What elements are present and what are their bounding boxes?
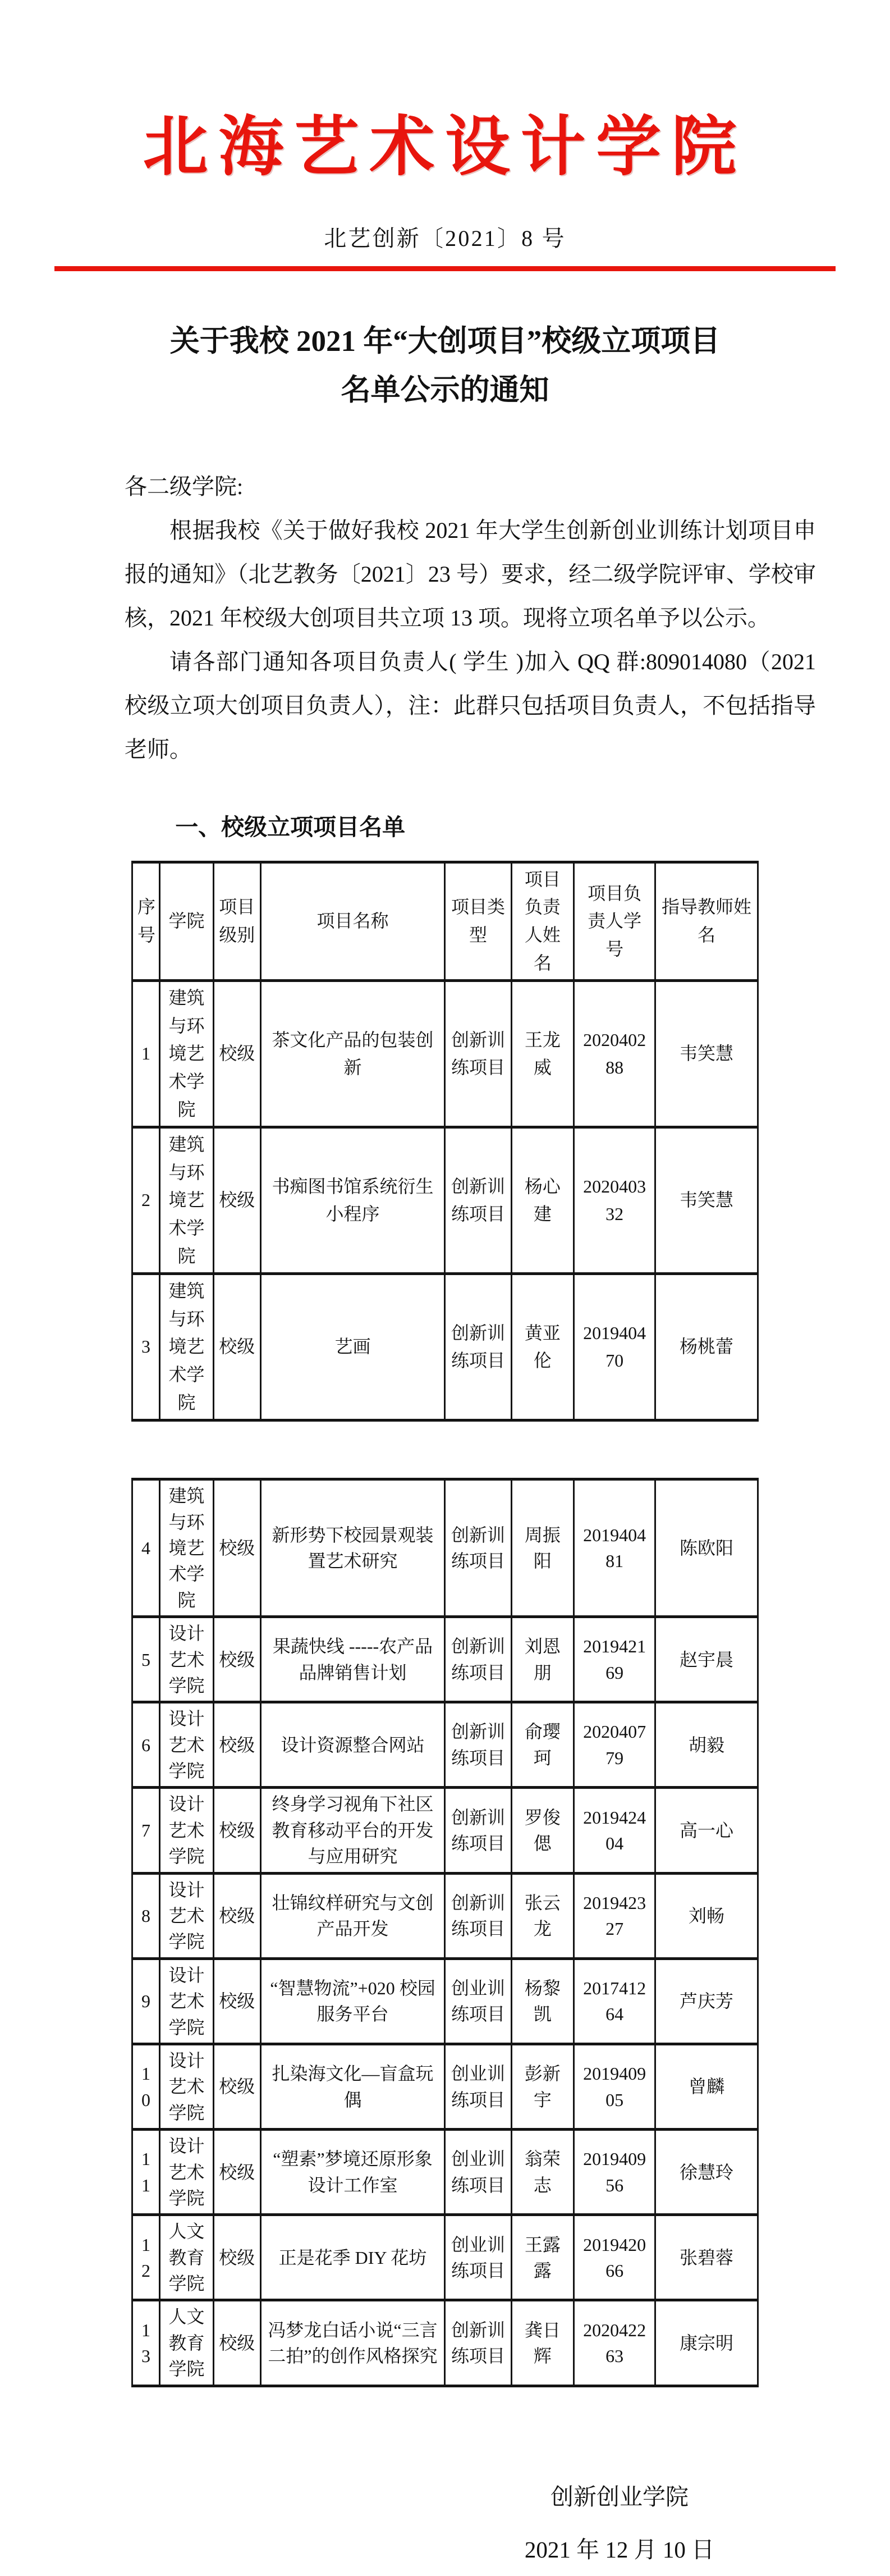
table-cell: 5 xyxy=(132,1617,160,1702)
table-cell: 校级 xyxy=(213,1479,260,1617)
table-cell: 胡毅 xyxy=(655,1702,758,1788)
table-cell: 刘畅 xyxy=(655,1873,758,1958)
table-cell: 翁荣志 xyxy=(511,2130,574,2215)
table-cell: 龚日辉 xyxy=(511,2300,574,2386)
body-paragraph-2: 请各部门通知各项目负责人( 学生 )加入 QQ 群:809014080（2021 校级立项大创项目负责人），注：此群只包括项目负责人，不包括指导老师。 xyxy=(125,648,816,762)
table-cell: 创新训练项目 xyxy=(445,1274,511,1421)
table-cell: 曾麟 xyxy=(655,2044,758,2129)
table-cell: 高一心 xyxy=(655,1788,758,1873)
table-cell: 人文教育学院 xyxy=(160,2300,214,2386)
table-cell: 创业训练项目 xyxy=(445,2130,511,2215)
table-cell: 刘恩朋 xyxy=(511,1617,574,1702)
table-cell: 创新训练项目 xyxy=(445,2300,511,2386)
table-cell: 设计艺术学院 xyxy=(160,1702,214,1788)
table-cell: 陈欧阳 xyxy=(655,1479,758,1617)
table-cell: 建筑与环境艺术学院 xyxy=(160,981,214,1127)
table-cell: 果蔬快线 -----农产品品牌销售计划 xyxy=(260,1617,445,1702)
table-row xyxy=(132,1702,758,1788)
table-cell: 正是花季 DIY 花坊 xyxy=(260,2215,445,2300)
table-cell: 壮锦纹样研究与文创产品开发 xyxy=(260,1873,445,1958)
table-cell: 创新训练项目 xyxy=(445,1702,511,1788)
table-cell: 彭新宇 xyxy=(511,2044,574,2129)
table-cell: 202040332 xyxy=(574,1127,655,1274)
column-header: 项目类型 xyxy=(445,862,511,980)
table-cell: 校级 xyxy=(213,1873,260,1958)
table-cell: 202042263 xyxy=(574,2300,655,2386)
table-cell: 9 xyxy=(132,1958,160,2044)
notice-title-line2: 名单公示的通知 xyxy=(341,374,549,407)
table-cell: 6 xyxy=(132,1702,160,1788)
column-header: 指导教师姓名 xyxy=(655,862,758,980)
table-cell: 创新训练项目 xyxy=(445,1479,511,1617)
table-cell: 罗俊偲 xyxy=(511,1788,574,1873)
table-cell: 设计艺术学院 xyxy=(160,1788,214,1873)
body-paragraph-1: 根据我校《关于做好我校 2021 年大学生创新创业训练计划项目申报的通知》（北艺教务〔2021〕23 号）要求，经二级学院评审、学校审核，2021 年校级大创项目共立项 13 项。现将立项名单予以公示。 xyxy=(125,517,816,631)
table-cell: 202040779 xyxy=(574,1702,655,1788)
table-row xyxy=(132,1873,758,1958)
table-cell: 2 xyxy=(132,1127,160,1274)
table-cell: 13 xyxy=(132,2300,160,2386)
table-cell: 设计艺术学院 xyxy=(160,1873,214,1958)
table-cell: 校级 xyxy=(213,2215,260,2300)
table-cell: 201942169 xyxy=(574,1617,655,1702)
table-row xyxy=(132,1958,758,2044)
table-cell: 创业训练项目 xyxy=(445,2044,511,2129)
salutation: 各二级学院: xyxy=(125,473,244,499)
table-cell: 韦笑慧 xyxy=(655,1127,758,1274)
table-cell: 人文教育学院 xyxy=(160,2215,214,2300)
table-cell: 创新训练项目 xyxy=(445,1873,511,1958)
table-cell: 创新训练项目 xyxy=(445,1617,511,1702)
table-header-row xyxy=(132,862,758,980)
table-cell: 201940481 xyxy=(574,1479,655,1617)
table-cell: 赵宇晨 xyxy=(655,1617,758,1702)
notice-title xyxy=(0,317,890,415)
table-cell: 设计艺术学院 xyxy=(160,2130,214,2215)
project-table-part1 xyxy=(131,861,759,1422)
table-cell: 艺画 xyxy=(260,1274,445,1421)
column-header: 项目负责人姓名 xyxy=(511,862,574,980)
column-header: 项目名称 xyxy=(260,862,445,980)
table-cell: 校级 xyxy=(213,1127,260,1274)
table-cell: 黄亚伦 xyxy=(511,1274,574,1421)
signature-block xyxy=(468,2470,771,2576)
table-cell: 王龙威 xyxy=(511,981,574,1127)
table-cell: 201940956 xyxy=(574,2130,655,2215)
table-row xyxy=(132,1788,758,1873)
table-cell: 康宗明 xyxy=(655,2300,758,2386)
table-cell: 设计艺术学院 xyxy=(160,1617,214,1702)
table-cell: 张云龙 xyxy=(511,1873,574,1958)
table-cell: 4 xyxy=(132,1479,160,1617)
table-cell: 201940905 xyxy=(574,2044,655,2129)
table-row xyxy=(132,1274,758,1421)
table-row xyxy=(132,2215,758,2300)
table-cell: 张碧蓉 xyxy=(655,2215,758,2300)
table-cell: 8 xyxy=(132,1873,160,1958)
table-cell: 杨桃蕾 xyxy=(655,1274,758,1421)
table-cell: 12 xyxy=(132,2215,160,2300)
table-cell: 201940470 xyxy=(574,1274,655,1421)
document-number: 北艺创新〔2021〕8 号 xyxy=(324,226,566,251)
table-cell: 周振阳 xyxy=(511,1479,574,1617)
table-cell: 10 xyxy=(132,2044,160,2129)
table-cell: 终身学习视角下社区教育移动平台的开发与应用研究 xyxy=(260,1788,445,1873)
table-cell: 创新训练项目 xyxy=(445,1788,511,1873)
table-cell: 茶文化产品的包装创新 xyxy=(260,981,445,1127)
table-row xyxy=(132,1617,758,1702)
notice-body xyxy=(125,465,816,771)
notice-title-line1: 关于我校 2021 年“大创项目”校级立项项目 xyxy=(169,325,721,358)
table-row xyxy=(132,2130,758,2215)
column-header: 项目负责人学号 xyxy=(574,862,655,980)
table-cell: 201942327 xyxy=(574,1873,655,1958)
table-cell: 校级 xyxy=(213,2300,260,2386)
table-cell: 校级 xyxy=(213,2130,260,2215)
table-cell: 创新训练项目 xyxy=(445,981,511,1127)
table-row xyxy=(132,2300,758,2386)
table-cell: 校级 xyxy=(213,1702,260,1788)
table-cell: 202040288 xyxy=(574,981,655,1127)
table-cell: 校级 xyxy=(213,1617,260,1702)
table-cell: 校级 xyxy=(213,1958,260,2044)
table-cell: 芦庆芳 xyxy=(655,1958,758,2044)
project-table-part2 xyxy=(131,1478,759,2387)
letterhead-school-name: 北海艺术设计学院 xyxy=(143,112,747,184)
table-cell: 校级 xyxy=(213,1274,260,1421)
table-cell: 杨黎凯 xyxy=(511,1958,574,2044)
table-cell: 设计资源整合网站 xyxy=(260,1702,445,1788)
table-cell: 校级 xyxy=(213,1788,260,1873)
column-header: 序号 xyxy=(132,862,160,980)
table-cell: 1 xyxy=(132,981,160,1127)
table-row xyxy=(132,2044,758,2129)
table-cell: 11 xyxy=(132,2130,160,2215)
table-cell: 韦笑慧 xyxy=(655,981,758,1127)
table-cell: 建筑与环境艺术学院 xyxy=(160,1127,214,1274)
red-divider-line xyxy=(54,266,836,271)
table-cell: 徐慧玲 xyxy=(655,2130,758,2215)
column-header: 学院 xyxy=(160,862,214,980)
table-cell: 7 xyxy=(132,1788,160,1873)
table-cell: 201942404 xyxy=(574,1788,655,1873)
signing-department: 创新创业学院 xyxy=(550,2483,689,2510)
table-cell: 201942066 xyxy=(574,2215,655,2300)
table-cell: 创业训练项目 xyxy=(445,2215,511,2300)
table-cell: 冯梦龙白话小说“三言二拍”的创作风格探究 xyxy=(260,2300,445,2386)
table-cell: 新形势下校园景观装置艺术研究 xyxy=(260,1479,445,1617)
table-row xyxy=(132,1127,758,1274)
table-cell: “塑素”梦境还原形象设计工作室 xyxy=(260,2130,445,2215)
table-cell: 俞璎珂 xyxy=(511,1702,574,1788)
table-cell: 设计艺术学院 xyxy=(160,2044,214,2129)
table-cell: 3 xyxy=(132,1274,160,1421)
table-cell: 校级 xyxy=(213,981,260,1127)
table-cell: 创业训练项目 xyxy=(445,1958,511,2044)
table-cell: 201741264 xyxy=(574,1958,655,2044)
table-row xyxy=(132,981,758,1127)
table-cell: 校级 xyxy=(213,2044,260,2129)
table-cell: 创新训练项目 xyxy=(445,1127,511,1274)
section-title: 一、校级立项项目名单 xyxy=(175,814,406,840)
table-cell: 设计艺术学院 xyxy=(160,1958,214,2044)
table-cell: “智慧物流”+020 校园服务平台 xyxy=(260,1958,445,2044)
table-cell: 建筑与环境艺术学院 xyxy=(160,1479,214,1617)
signing-date: 2021 年 12 月 10 日 xyxy=(524,2536,715,2563)
table-cell: 王露露 xyxy=(511,2215,574,2300)
table-cell: 书痴图书馆系统衍生小程序 xyxy=(260,1127,445,1274)
table-cell: 杨心建 xyxy=(511,1127,574,1274)
table-row xyxy=(132,1479,758,1617)
table-cell: 建筑与环境艺术学院 xyxy=(160,1274,214,1421)
column-header: 项目级别 xyxy=(213,862,260,980)
table-cell: 扎染海文化—盲盒玩偶 xyxy=(260,2044,445,2129)
